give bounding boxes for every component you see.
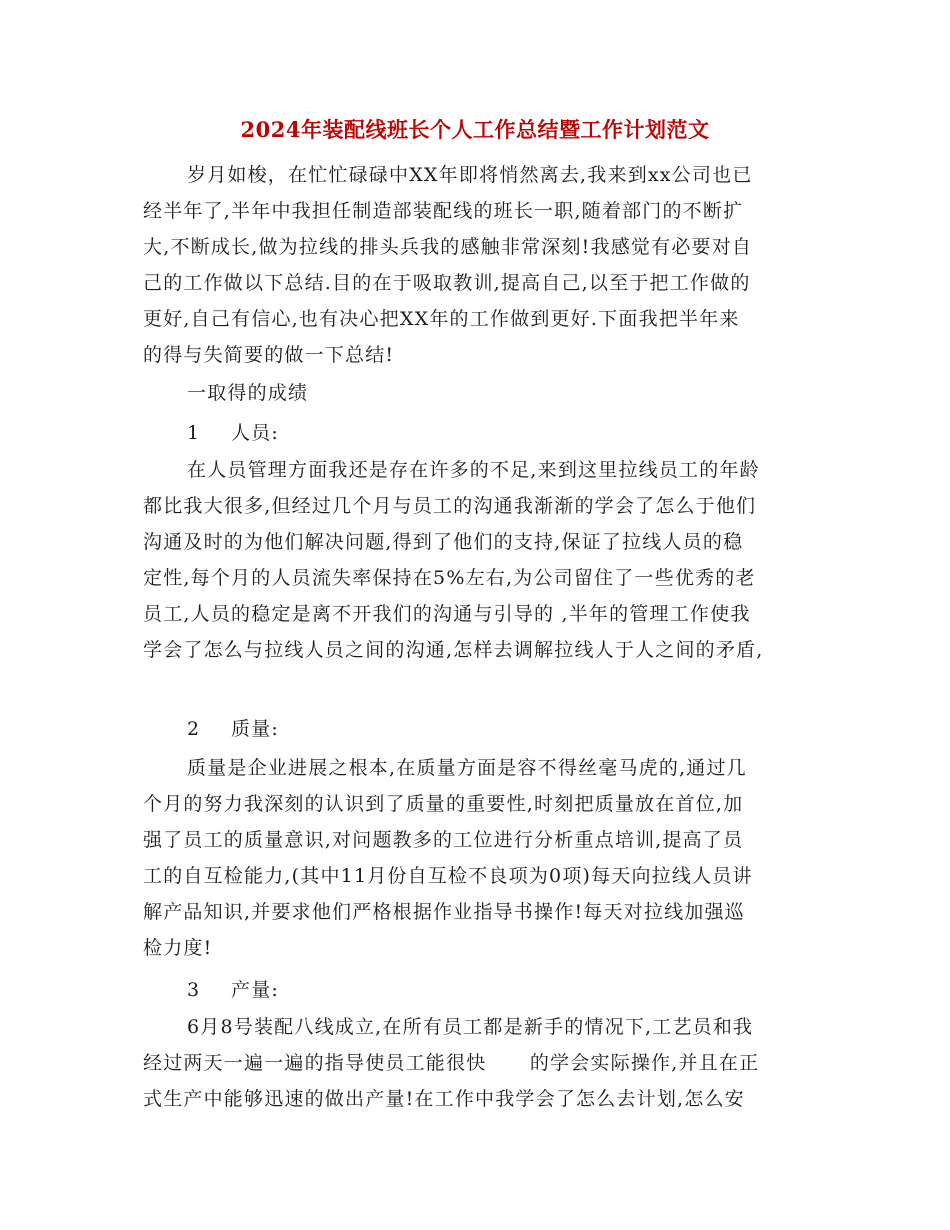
paragraph-line: 都比我大很多,但经过几个月与员工的沟通我渐渐的学会了怎么于他们 (143, 495, 757, 517)
item-label: 产量: (231, 979, 280, 1001)
item-number: 3 (187, 979, 200, 1001)
item-number: 2 (187, 718, 200, 740)
intro-line: 经半年了,半年中我担任制造部装配线的班长一职,随着部门的不断扩 (143, 200, 744, 222)
paragraph-line: 沟通及时的为他们解决问题,得到了他们的支持,保证了拉线人员的稳 (143, 531, 744, 553)
paragraph-line: 个月的努力我深刻的认识到了质量的重要性,时刻把质量放在首位,加 (143, 793, 744, 815)
section-heading: 一取得的成绩 (187, 382, 309, 404)
document-title: 2024年装配线班长个人工作总结暨工作计划范文 (240, 117, 710, 142)
paragraph-line: 检力度! (143, 937, 213, 959)
paragraph-line: 在人员管理方面我还是存在许多的不足,来到这里拉线员工的年龄 (187, 459, 760, 481)
item-label: 人员: (231, 422, 280, 444)
paragraph-line: 学会了怎么与拉线人员之间的沟通,怎样去调解拉线人于人之间的矛盾, (143, 639, 764, 661)
intro-line: 的得与失简要的做一下总结! (143, 344, 395, 366)
paragraph-line: 工的自互检能力,(其中11月份自互检不良项为0项)每天向拉线人员讲 (143, 865, 753, 887)
paragraph-line: 经过两天一遍一遍的指导使员工能很快 的学会实际操作,并且在正 (143, 1052, 760, 1074)
intro-line: 更好,自己有信心,也有决心把XX年的工作做到更好.下面我把半年来 (143, 308, 740, 330)
intro-line: 己的工作做以下总结.目的在于吸取教训,提高自己,以至于把工作做的 (143, 272, 751, 294)
paragraph-line: 6月8号装配八线成立,在所有员工都是新手的情况下,工艺员和我 (187, 1016, 754, 1038)
paragraph-line: 解产品知识,并要求他们严格根据作业指导书操作!每天对拉线加强巡 (143, 901, 745, 923)
paragraph-line: 定性,每个月的人员流失率保持在5%左右,为公司留住了一些优秀的老 (143, 567, 756, 589)
paragraph-line: 式生产中能够迅速的做出产量!在工作中我学会了怎么去计划,怎么安 (143, 1088, 745, 1110)
paragraph-line: 员工,人员的稳定是离不开我们的沟通与引导的 ,半年的管理工作使我 (143, 603, 751, 625)
paragraph-line: 质量是企业进展之根本,在质量方面是容不得丝毫马虎的,通过几 (187, 757, 747, 779)
item-number: 1 (187, 422, 200, 444)
paragraph-line: 强了员工的质量意识,对问题教多的工位进行分析重点培训,提高了员 (143, 829, 744, 851)
intro-line: 岁月如梭，在忙忙碌碌中XX年即将悄然离去,我来到xx公司也已 (187, 164, 753, 186)
intro-line: 大,不断成长,做为拉线的排头兵我的感触非常深刻!我感觉有必要对自 (143, 236, 753, 258)
item-label: 质量: (231, 718, 280, 740)
